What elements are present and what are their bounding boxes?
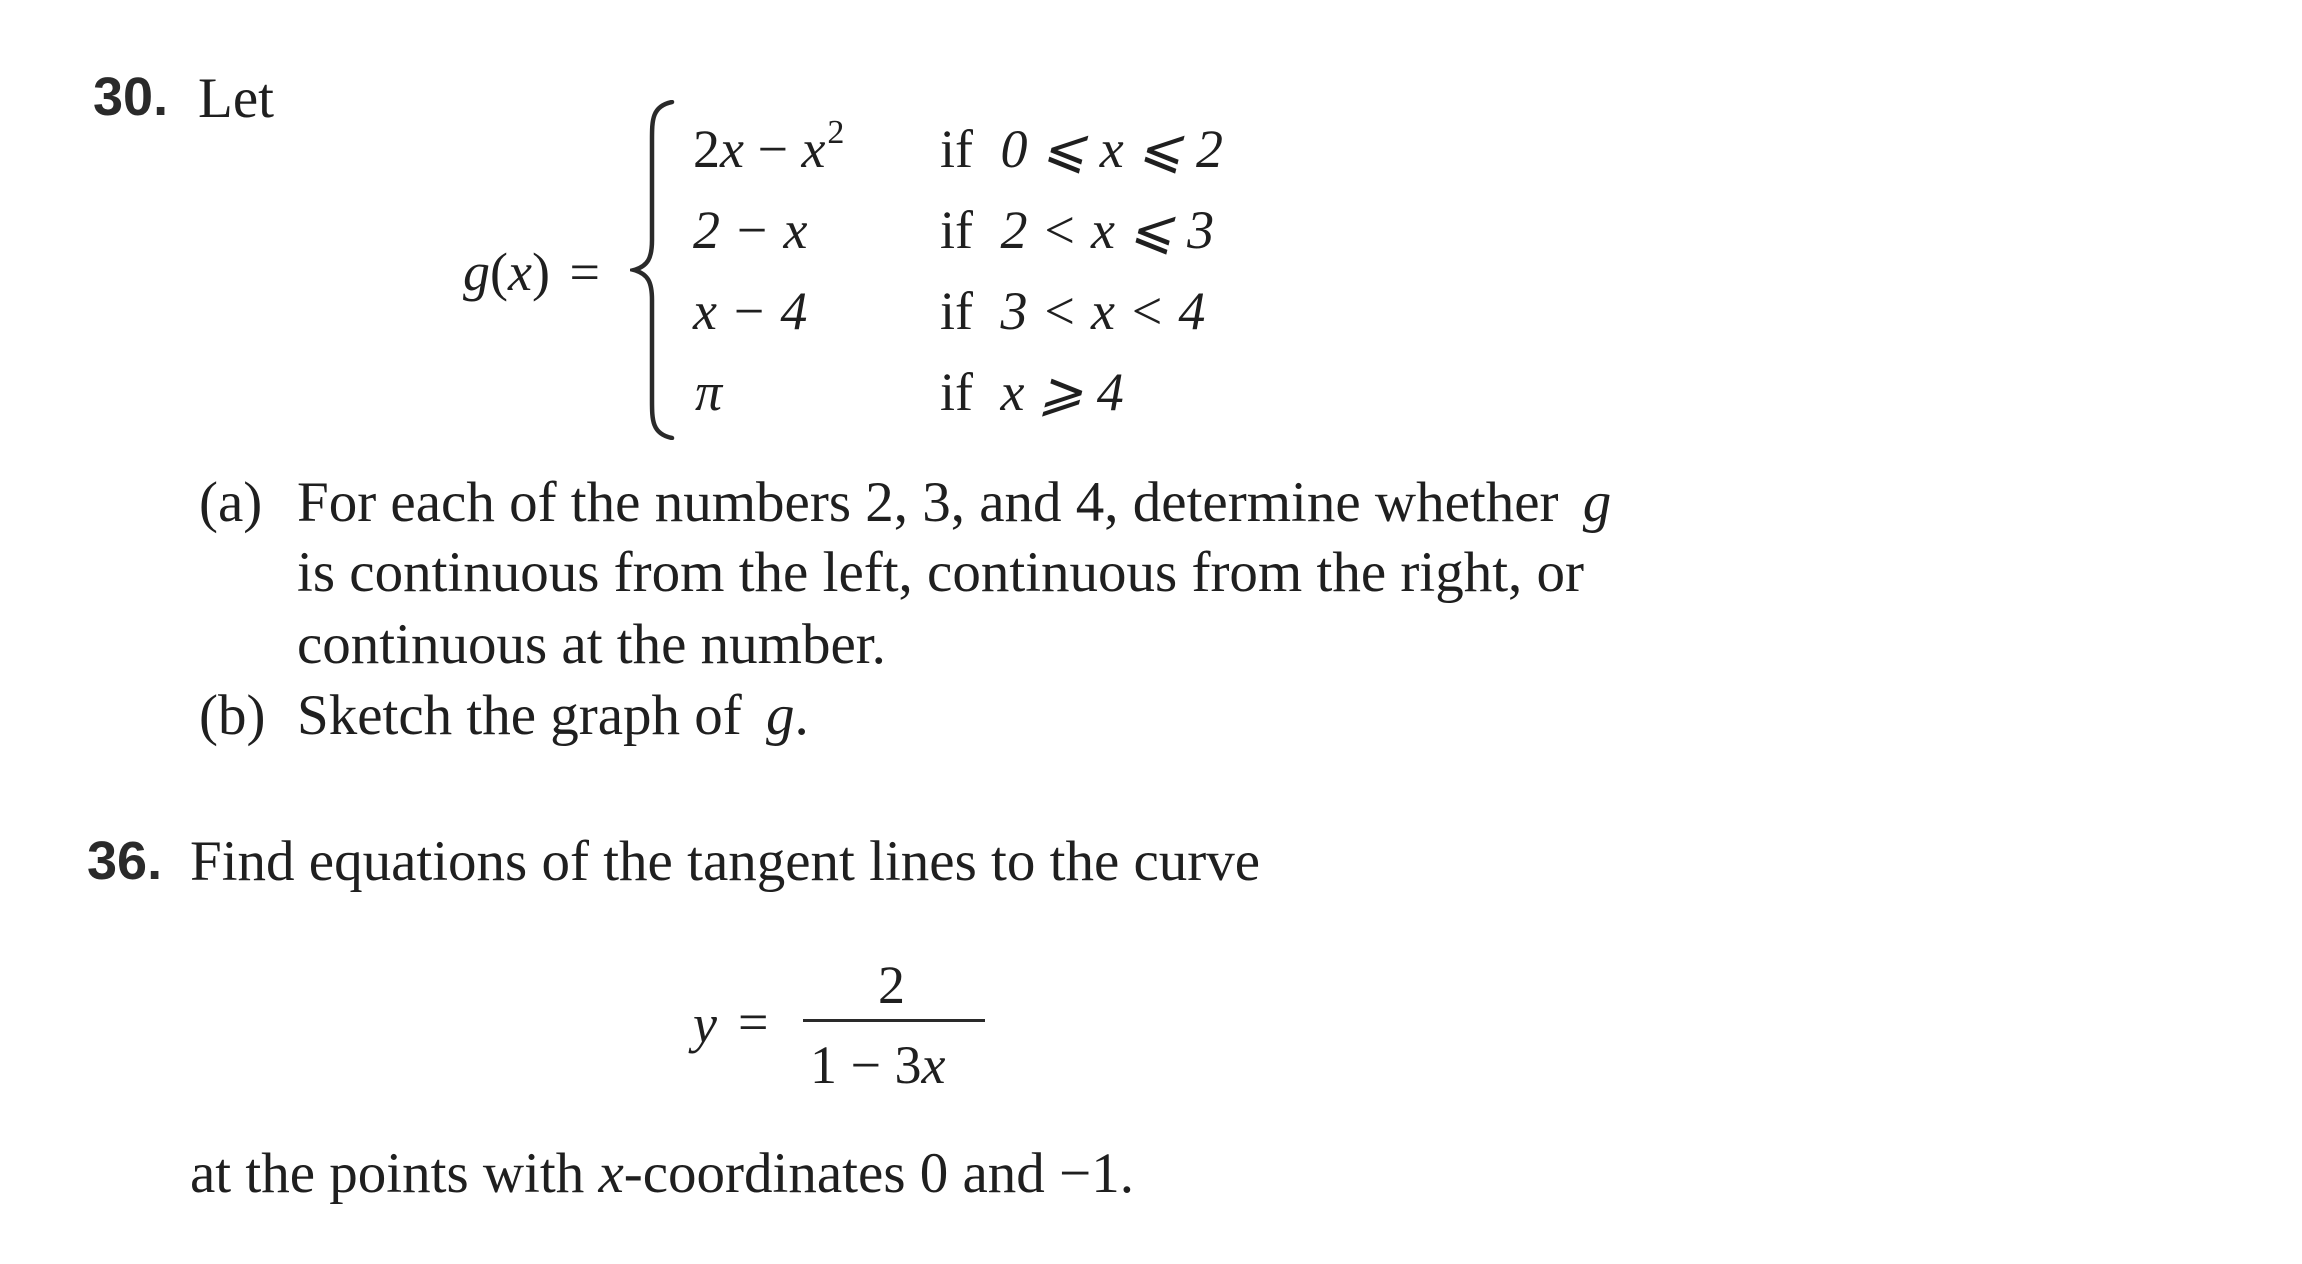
case-1-coef: 2 (693, 119, 720, 179)
part-a-var: g (1582, 471, 1612, 534)
case-1-exponent: 2 (827, 114, 845, 151)
case-3-if: if (940, 281, 973, 341)
closing-var: x (598, 1142, 624, 1205)
function-definition-lhs (463, 242, 600, 302)
part-a-label: (a) (199, 471, 263, 534)
closing-post: -coordinates 0 and −1. (623, 1142, 1134, 1205)
case-1-expression (693, 114, 845, 179)
part-a-line-1 (297, 471, 1612, 534)
problem-36-intro: Find equations of the tangent lines to the curve (190, 830, 1261, 893)
case-4-if: if (940, 362, 973, 422)
case-1-op: − (743, 119, 802, 179)
problem-30-intro: Let (198, 67, 274, 130)
case-1-cond-text: 0 ⩽ x ⩽ 2 (1000, 119, 1223, 179)
case-4-cond-text: x ⩾ 4 (1000, 362, 1124, 422)
case-2-condition (940, 200, 1215, 260)
part-b-text (297, 684, 809, 747)
paren-open: ( (490, 242, 508, 302)
fraction-denominator (810, 1035, 946, 1095)
fraction-numerator: 2 (878, 955, 905, 1015)
closing-pre: at the points with (190, 1142, 599, 1205)
piecewise-brace-icon (630, 100, 690, 440)
case-1-condition (940, 119, 1223, 179)
equation-lhs: y (693, 994, 717, 1054)
part-b-label: (b) (199, 684, 266, 747)
part-a-line-2: is continuous from the left, continuous from the right, or (297, 541, 1585, 604)
denominator-var: x (921, 1035, 946, 1095)
equals-sign: = (569, 242, 600, 302)
case-3-expression: x − 4 (693, 281, 808, 341)
denominator-constant: 1 − 3 (810, 1035, 922, 1095)
case-4-condition (940, 362, 1124, 422)
case-1-var2: x (801, 119, 826, 179)
part-b-text-main: Sketch the graph of (297, 684, 742, 747)
problem-number-36: 36. (87, 831, 163, 891)
case-2-cond-text: 2 < x ⩽ 3 (1000, 200, 1215, 260)
case-1-if: if (940, 119, 973, 179)
case-2-if: if (940, 200, 973, 260)
equation-equals: = (738, 992, 769, 1052)
part-a-line-1-text: For each of the numbers 2, 3, and 4, determine whether (297, 471, 1559, 534)
problem-number-30: 30. (93, 67, 169, 127)
function-arg: x (507, 242, 532, 302)
part-b-var: g (766, 684, 795, 747)
case-2-expression: 2 − x (693, 200, 808, 260)
function-name: g (463, 242, 490, 302)
case-1-var: x (720, 119, 744, 179)
paren-close: ) (531, 242, 550, 302)
part-b-period: . (794, 684, 809, 747)
case-3-cond-text: 3 < x < 4 (1000, 281, 1206, 341)
part-a-line-3: continuous at the number. (297, 613, 886, 676)
case-4-expression: π (695, 362, 723, 422)
fraction-bar (803, 1019, 985, 1022)
case-3-condition (940, 281, 1206, 341)
problem-36-closing (190, 1142, 1134, 1205)
